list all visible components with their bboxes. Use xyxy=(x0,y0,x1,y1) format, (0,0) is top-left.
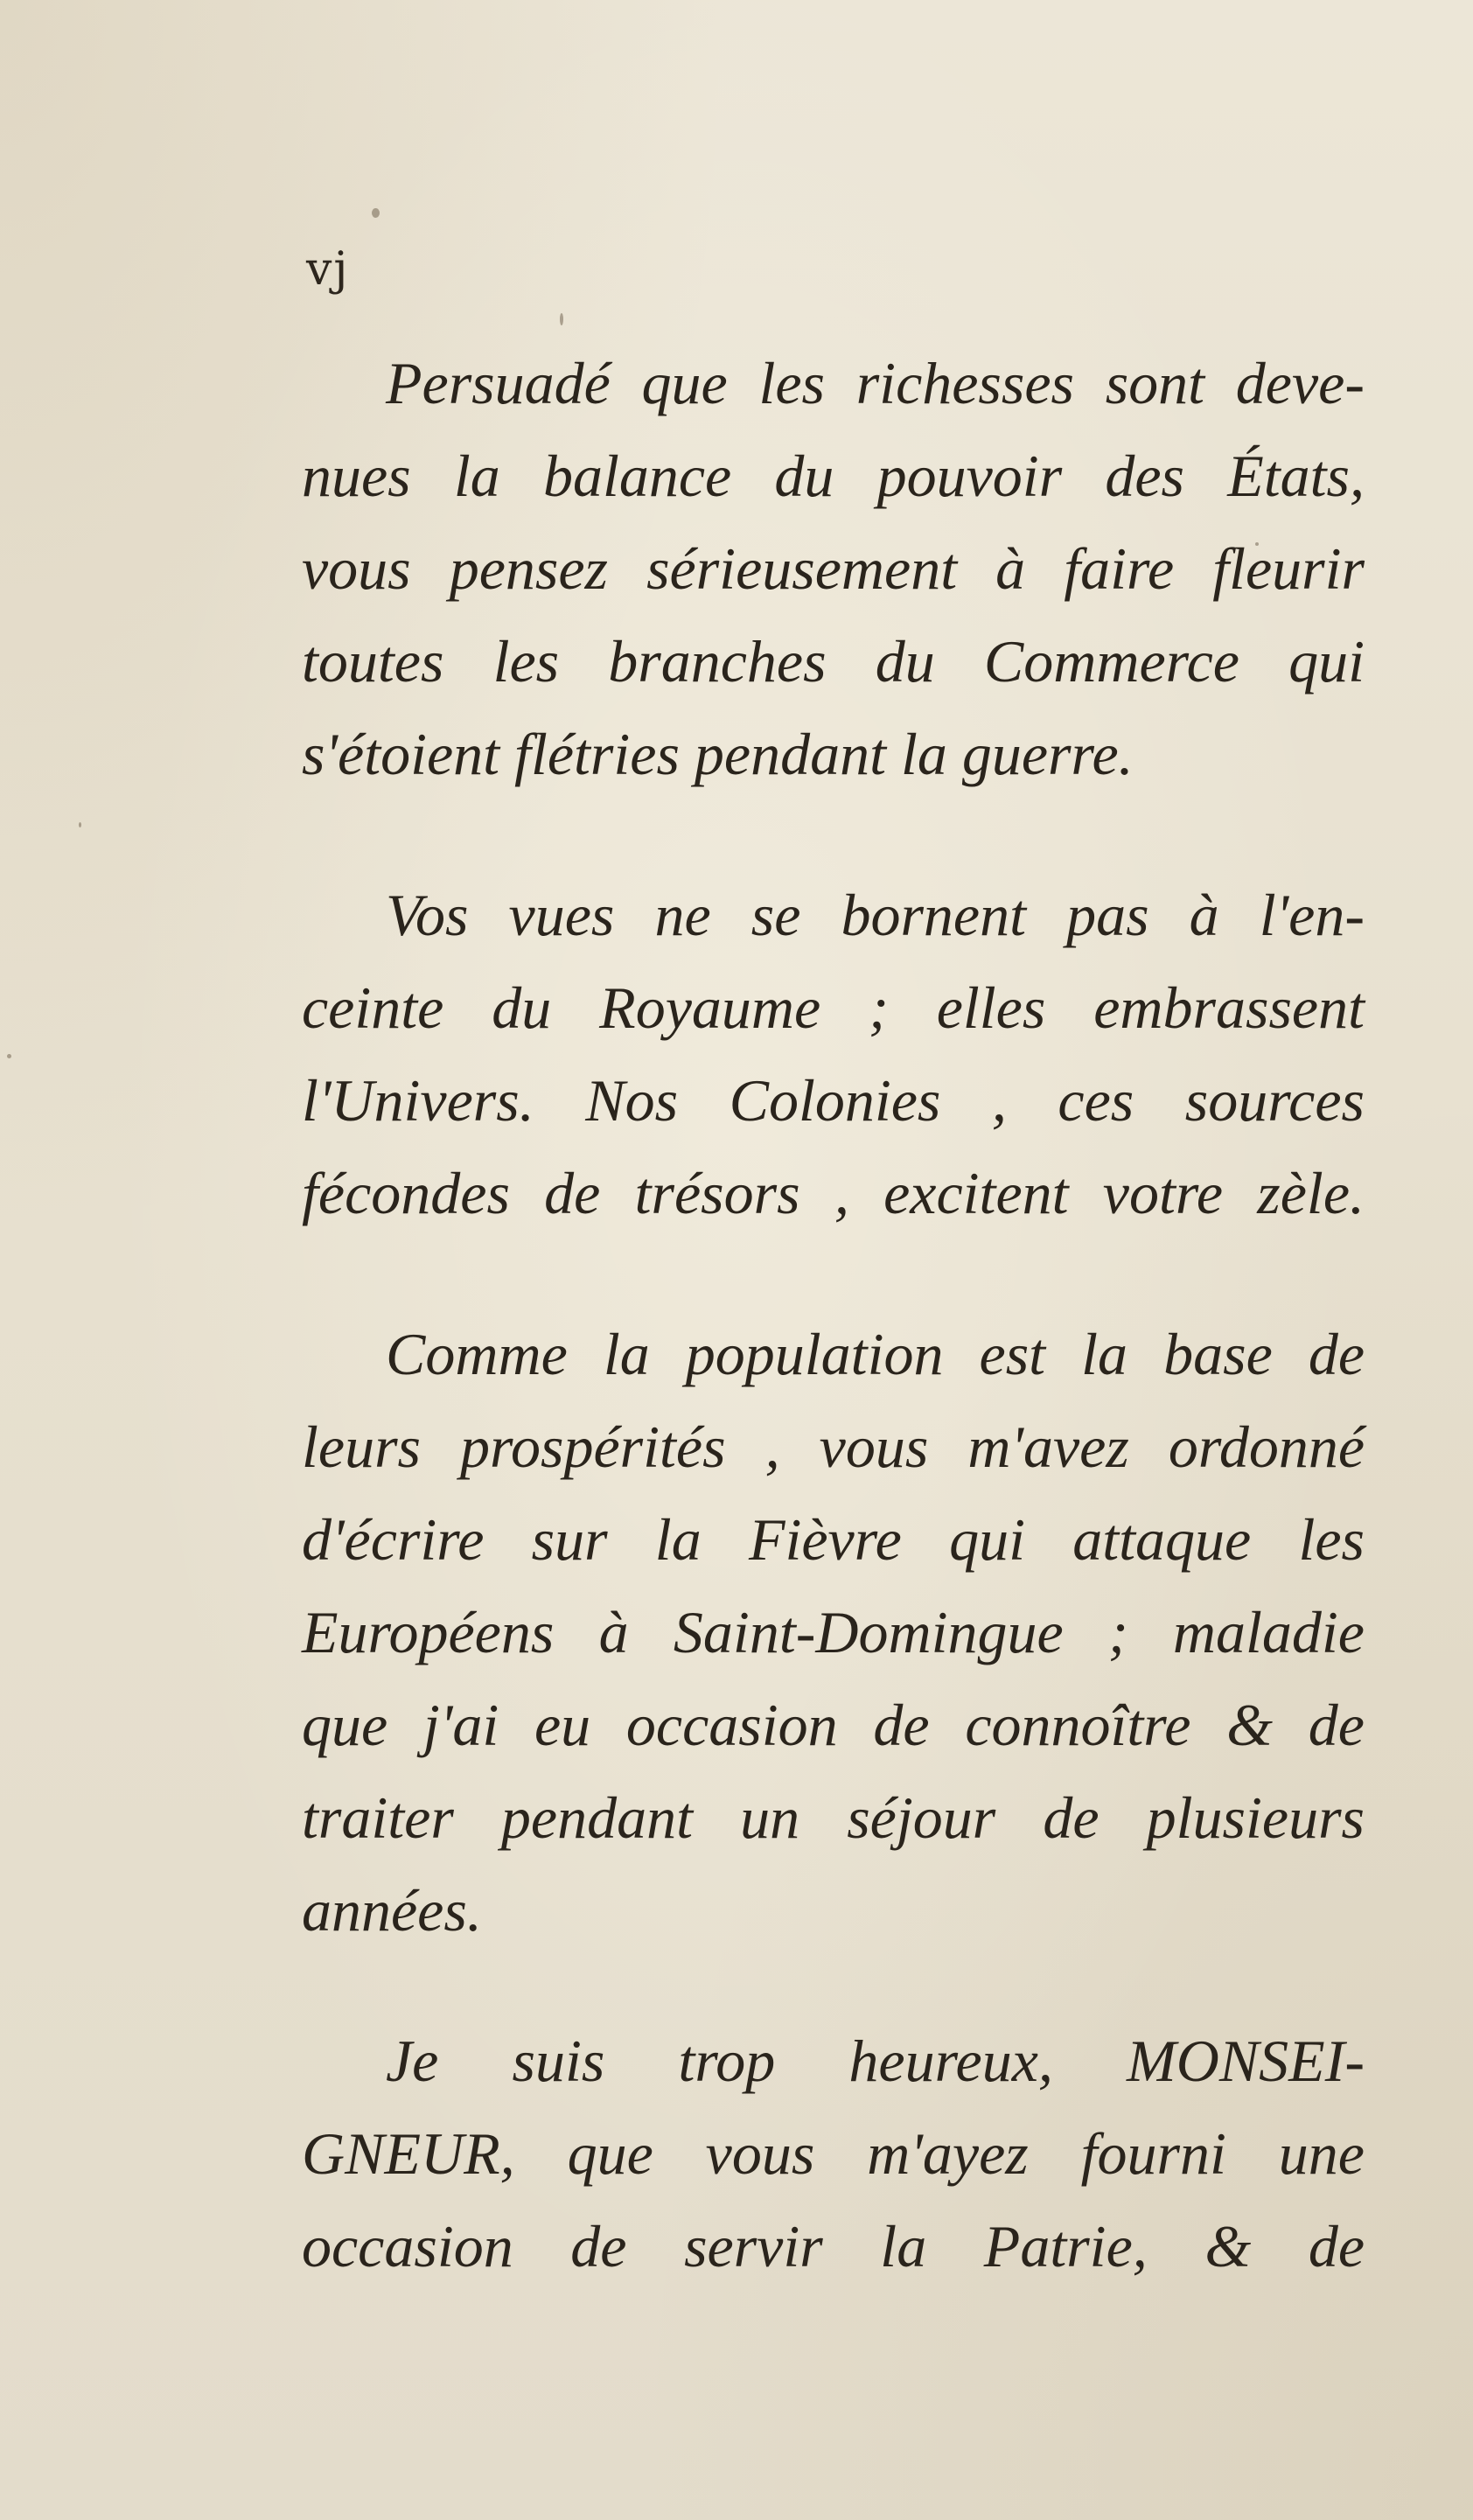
text-line: Comme la population est la base de xyxy=(386,1321,1365,1387)
text-line: Je suis trop heureux, MONSEI- xyxy=(386,2028,1365,2094)
text-line: Persuadé que les richesses sont deve- xyxy=(386,350,1365,416)
text-line: vous pensez sérieusement à faire fleurir xyxy=(302,535,1365,602)
text-line: traiter pendant un séjour de plusieurs xyxy=(302,1784,1365,1851)
ink-speck xyxy=(7,1054,11,1058)
text-line: s'étoient flétries pendant la guerre. xyxy=(302,721,1134,787)
page-number: vj xyxy=(306,243,350,296)
text-line: que j'ai eu occasion de connoître & de xyxy=(302,1692,1365,1758)
text-line: fécondes de trésors , excitent votre zèle. xyxy=(302,1160,1365,1226)
text-line: nues la balance du pouvoir des États, xyxy=(302,443,1365,509)
text-line: GNEUR, que vous m'ayez fourni une xyxy=(302,2120,1365,2187)
paragraph-gap xyxy=(302,1957,1365,2014)
ink-speck xyxy=(372,208,380,218)
text-line: Européens à Saint-Domingue ; maladie xyxy=(302,1599,1365,1665)
paragraph xyxy=(302,2014,1365,2293)
text-line: ceinte du Royaume ; elles embrassent xyxy=(302,974,1365,1041)
text-line: leurs prospérités , vous m'avez ordonné xyxy=(302,1414,1365,1480)
text-line: l'Univers. Nos Colonies , ces sources xyxy=(302,1067,1365,1134)
text-line: années. xyxy=(302,1877,482,1944)
paragraph xyxy=(302,869,1365,1239)
ink-speck xyxy=(560,313,563,325)
text-line: d'écrire sur la Fièvre qui attaque les xyxy=(302,1506,1365,1573)
ink-speck xyxy=(79,822,81,827)
paragraph-gap xyxy=(302,1239,1365,1308)
paragraph xyxy=(302,337,1365,800)
text-line: Vos vues ne se bornent pas à l'en- xyxy=(386,882,1365,948)
paragraph-gap xyxy=(302,800,1365,869)
paragraph xyxy=(302,1308,1365,1957)
text-line: toutes les branches du Commerce qui xyxy=(302,628,1365,695)
text-line: occasion de servir la Patrie, & de xyxy=(302,2213,1365,2279)
body-text xyxy=(302,337,1365,2293)
